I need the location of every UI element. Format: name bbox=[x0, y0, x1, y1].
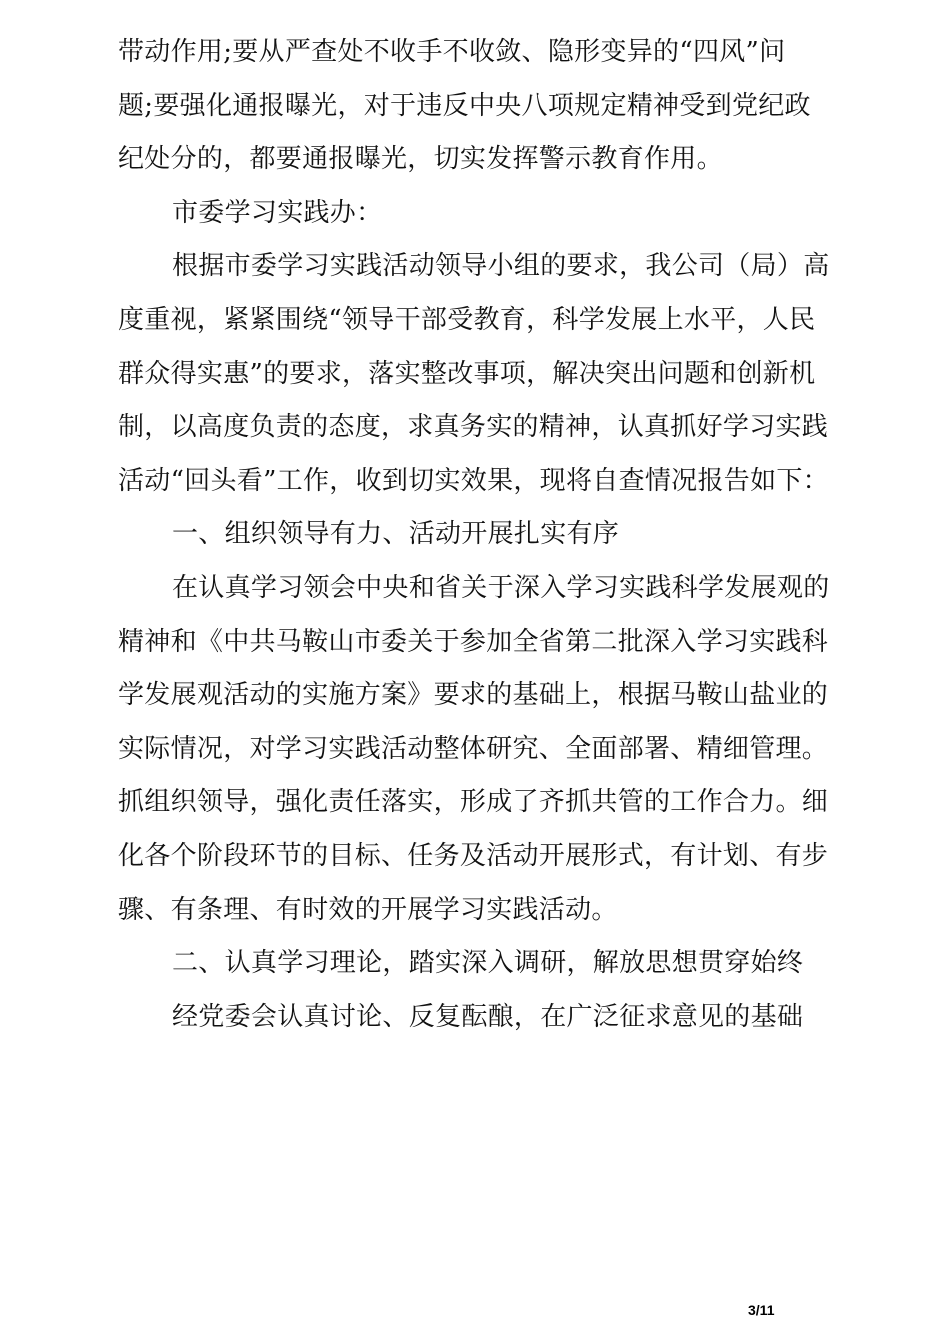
text-line: 实际情况，对学习实践活动整体研究、全面部署、精细管理。 bbox=[118, 733, 829, 764]
text-line: 抓组织领导，强化责任落实，形成了齐抓共管的工作合力。细 bbox=[118, 787, 829, 818]
page-number: 3/11 bbox=[748, 1302, 775, 1318]
text-line: 骤、有条理、有时效的开展学习实践活动。 bbox=[118, 894, 618, 925]
text-line: 度重视，紧紧围绕“领导干部受教育，科学发展上水平，人民 bbox=[118, 304, 816, 335]
text-line: 化各个阶段环节的目标、任务及活动开展形式，有计划、有步 bbox=[118, 840, 829, 871]
section-heading-1: 一、组织领导有力、活动开展扎实有序 bbox=[172, 519, 620, 550]
section-heading-2: 二、认真学习理论，踏实深入调研，解放思想贯穿始终 bbox=[172, 948, 804, 979]
text-line: 带动作用;要从严查处不收手不收敛、隐形变异的“四风”问 bbox=[118, 37, 786, 67]
addressee-line: 市委学习实践办： bbox=[172, 197, 383, 228]
text-line: 经党委会认真讨论、反复酝酿，在广泛征求意见的基础 bbox=[172, 1001, 804, 1032]
body-text bbox=[118, 26, 858, 1044]
text-line: 在认真学习领会中央和省关于深入学习实践科学发展观的 bbox=[172, 572, 830, 603]
text-line: 根据市委学习实践活动领导小组的要求，我公司（局）高 bbox=[172, 251, 830, 282]
text-line: 活动“回头看”工作，收到切实效果，现将自查情况报告如下： bbox=[118, 465, 829, 496]
text-line: 学发展观活动的实施方案》要求的基础上，根据马鞍山盐业的 bbox=[118, 680, 829, 711]
text-line: 精神和《中共马鞍山市委关于参加全省第二批深入学习实践科 bbox=[118, 626, 829, 657]
text-line: 题;要强化通报曝光，对于违反中央八项规定精神受到党纪政 bbox=[118, 90, 811, 121]
text-line: 群众得实惠”的要求，落实整改事项，解决突出问题和创新机 bbox=[118, 358, 816, 389]
text-line: 纪处分的，都要通报曝光，切实发挥警示教育作用。 bbox=[118, 144, 723, 175]
text-line: 制，以高度负责的态度，求真务实的精神，认真抓好学习实践 bbox=[118, 412, 829, 443]
